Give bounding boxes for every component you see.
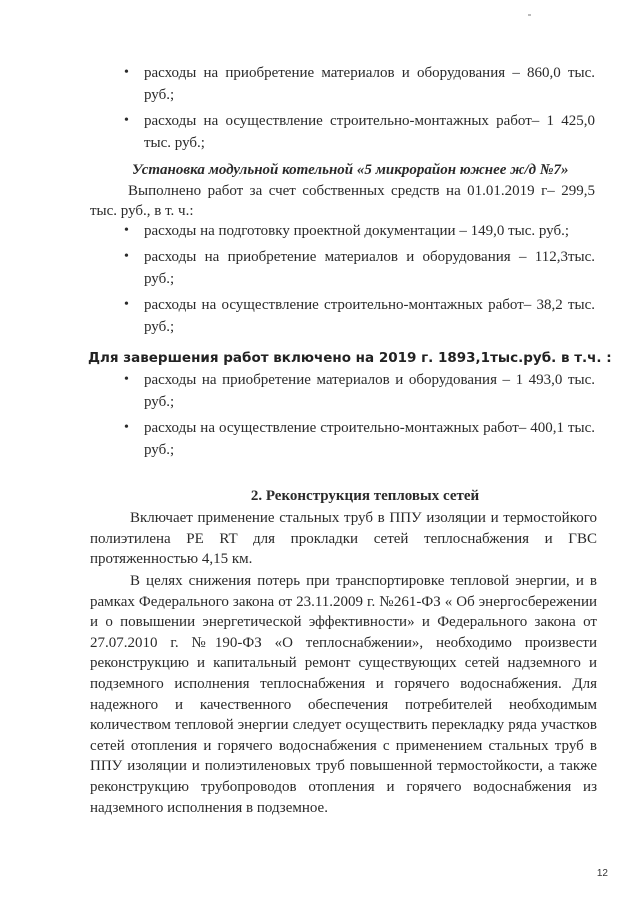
bullet-icon: • (124, 297, 129, 312)
list-item-text: расходы на осуществление строительно-монтажных работ– 1 425,0 тыс. руб.; (144, 113, 595, 151)
list-item-text: расходы на подготовку проектной документации – 149,0 тыс. руб.; (144, 223, 570, 239)
bullet-icon: • (124, 372, 129, 387)
list-item (120, 246, 595, 290)
list-item-text: расходы на приобретение материалов и оборудования – 112,3тыс. руб.; (144, 249, 595, 287)
cost-list-3 (120, 369, 595, 465)
bullet-icon: • (124, 420, 129, 435)
boiler-section-intro: Выполнено работ за счет собственных средств на 01.01.2019 г– 299,5 тыс. руб., в т. ч.: (90, 183, 595, 219)
boiler-section-heading: Установка модульной котельной «5 микрорайон южнее ж/д №7» (132, 162, 569, 178)
cost-list-1 (120, 62, 595, 158)
bullet-icon: • (124, 113, 129, 128)
list-item (120, 294, 595, 338)
list-item-text: расходы на приобретение материалов и оборудования – 860,0 тыс. руб.; (144, 65, 595, 103)
completion-heading: Для завершения работ включено на 2019 г. 1893,1тыс.руб. в т.ч. : (88, 350, 612, 366)
list-item (120, 110, 595, 154)
list-item-text: расходы на осуществление строительно-монтажных работ– 400,1 тыс. руб.; (144, 420, 595, 458)
cost-list-2 (120, 220, 595, 342)
bullet-icon: • (124, 249, 129, 264)
list-item (120, 417, 595, 461)
list-item-text: расходы на приобретение материалов и оборудования – 1 493,0 тыс. руб.; (144, 372, 595, 410)
list-item (120, 62, 595, 106)
scan-speck (528, 14, 531, 16)
page-number: 12 (596, 868, 608, 879)
bullet-icon: • (124, 65, 129, 80)
list-item (120, 220, 595, 242)
list-item-text: расходы на осуществление строительно-монтажных работ– 38,2 тыс. руб.; (144, 297, 595, 335)
list-item (120, 369, 595, 413)
section-paragraph-2: В целях снижения потерь при транспортировке тепловой энергии, и в рамках Федерального закона от 23.11.2009 г. №261-ФЗ « Об энергосбережении и о повышении энергетической эффективности» и Федерального закона от 27.07.2010 г. №190-ФЗ «О теплоснабжении», необходимо произвести реконструкцию и капитальный ремонт существующих сетей надземного и подземного исполнения теплоснабжения и горячего водоснабжения. Для надежного и качественного обеспечения потребителей необходимым количеством тепловой энергии следует осуществить перекладку ряда участков сетей отопления и горячего водоснабжения с применением стальных труб в ППУ изоляции и полиэтиленовых труб повышенной термостойкости, а также реконструкцию трубопроводов отопления и горячего водоснабжения из надземного исполнения в подземное. (90, 573, 597, 816)
section-paragraph-1: Включает применение стальных труб в ППУ изоляции и термостойкого полиэтилена PE RT для прокладки сетей теплоснабжения и ГВС протяженностью 4,15 км. (90, 510, 597, 568)
bullet-icon: • (124, 223, 129, 238)
section-heading: 2. Реконструкция тепловых сетей (250, 488, 480, 504)
